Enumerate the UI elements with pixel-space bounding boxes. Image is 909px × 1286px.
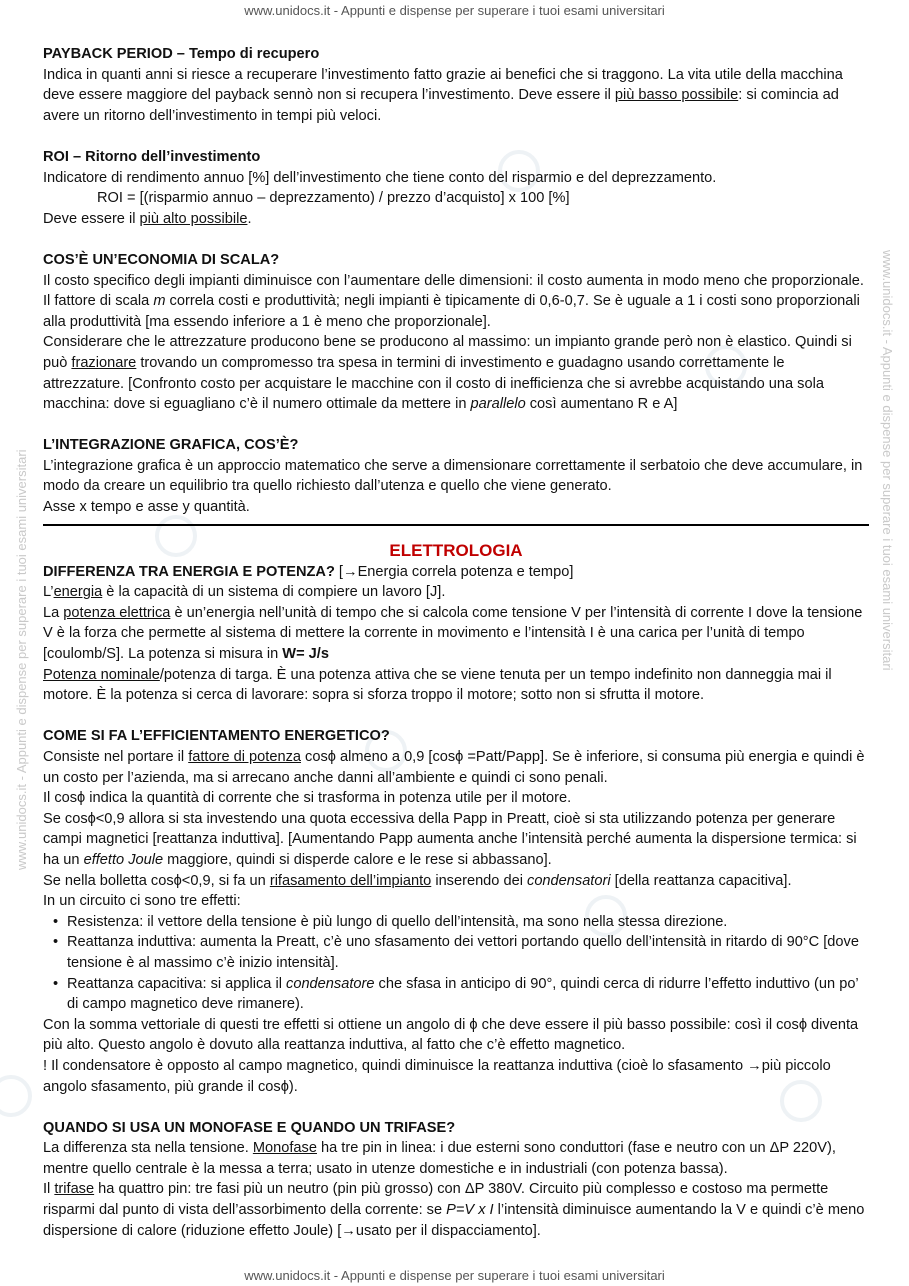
paragraph-potenza-elettrica: La potenza elettrica è un’energia nell’unità di tempo che si calcola come tensione V per l’intensità di corrente I dove la tensione V è la forza che permette al sistema di mettere la corrente in movimento e l’intensità I è una carica per l’unità di tempo [coulomb/S]. La potenza si misura in W= J/s: [43, 604, 863, 663]
paragraph-efficientamento-1: Consiste nel portare il fattore di potenza cosϕ almeno a 0,9 [cosϕ =Patt/Papp]. Se è inferiore, si consuma più energia e quindi è un costo per l’azienda, ma si arrecano anche danni all’ambiente e quindi ci sono penali.: [43, 749, 865, 786]
heading-roi: ROI – Ritorno dell’investimento: [43, 148, 261, 165]
list-item: • Reattanza induttiva: aumenta la Preatt, c’è uno sfasamento dei vettori portando quello dell’intensità in ritardo di 90°C [dove tensione è al massimo c’è inizio intensità].: [67, 932, 869, 973]
paragraph-payback: Indica in quanti anni si riesce a recuperare l’investimento fatto grazie ai benefici che si traggono. La vita utile della macchina deve essere maggiore del payback sennò non si recupera l’investimento. Deve essere il più basso possibile: si comincia ad avere un ritorno dell’investimento in tempi più veloci.: [43, 66, 843, 124]
formula-roi: ROI = [(risparmio annuo – deprezzamento) / prezzo d’acquisto] x 100 [%]: [97, 190, 570, 207]
document-page: [43, 44, 869, 1241]
heading-energia-potenza: DIFFERENZA TRA ENERGIA E POTENZA? [→Energia correla potenza e tempo]: [43, 563, 574, 580]
paragraph-efficientamento-4: Se nella bolletta cosϕ<0,9, si fa un rifasamento dell’impianto inserendo dei condensatori [della reattanza capacitiva].: [43, 872, 792, 889]
paragraph-monofase: La differenza sta nella tensione. Monofase ha tre pin in linea: i due esterni sono conduttori (fase e neutro con un ΔP 220V), mentre quello centrale è la messa a terra; usato in utenze domestiche e in industriali (con potenza bassa).: [43, 1140, 836, 1177]
paragraph-scala-2: Considerare che le attrezzature producono bene se producono al massimo: un impianto grande però non è elastico. Quindi si può frazionare trovando un compromesso tra spesa in termini di investimento e guadagno usando correttamente le attrezzature. [Confronto costo per acquistare le macchine con il costo di inefficienza che si avrebbe acquistando una sola macchina: dove si eguagliano c’è il numero ottimale da mettere in parallelo così aumentano R e A]: [43, 334, 852, 413]
list-item: • Reattanza capacitiva: si applica il condensatore che sfasa in anticipo di 90°, quindi cerca di ridurre l’effetto induttivo (un po’ di campo magnetico deve rimanere).: [67, 974, 869, 1015]
watermark-side-right: www.unidocs.it - Appunti e dispense per superare i tuoi esami universitari: [880, 250, 895, 671]
paragraph-grafica-1: L’integrazione grafica è un approccio matematico che serve a dimensionare correttamente il serbatoio che deve accumulare, in modo da creare un equilibrio tra quello richiesto dall’utenza e quello che viene generato.: [43, 457, 863, 495]
paragraph-grafica-2: Asse x tempo e asse y quantità.: [43, 499, 250, 516]
paragraph-roi: Indicatore di rendimento annuo [%] dell’investimento che tiene conto del risparmio e del deprezzamento.: [43, 169, 717, 186]
heading-payback: PAYBACK PERIOD – Tempo di recupero: [43, 46, 320, 62]
paragraph-condensatore: ! Il condensatore è opposto al campo magnetico, quindi diminuisce la reattanza induttiva (cioè lo sfasamento →più piccolo angolo sfasamento, più grande il cosϕ).: [43, 1057, 831, 1095]
paragraph-scala-1: Il costo specifico degli impianti diminuisce con l’aumentare delle dimensioni: il costo aumenta in modo meno che proporzionale. Il fattore di scala m correla costi e produttività; negli impianti è tipicamente di 0,6-0,7. Se è uguale a 1 i costi sono proporzionali alla produttività [ma essendo inferiore a 1 è meno che proporzionale].: [43, 272, 864, 330]
watermark-footer: www.unidocs.it - Appunti e dispense per superare i tuoi esami universitari: [244, 1268, 665, 1283]
list-item: • Resistenza: il vettore della tensione è più lungo di quello dell’intensità, ma sono nella stessa direzione.: [67, 912, 869, 933]
heading-efficientamento: COME SI FA L’EFFICIENTAMENTO ENERGETICO?: [43, 728, 390, 745]
paragraph-efficientamento-2: Il cosϕ indica la quantità di corrente che si trasforma in potenza utile per il motore.: [43, 790, 572, 807]
paragraph-trifase: Il trifase ha quattro pin: tre fasi più un neutro (pin più grosso) con ΔP 380V. Circuito più complesso e costoso ma permette risparmi dal punto di vista dell’assorbimento della corrente: se P=V x I l’intensità diminuisce aumentando la V e quindi c’è meno dispersione di calore (riduzione effetto Joule) [→usato per il dispacciamento].: [43, 1181, 865, 1239]
list-effetti: [43, 912, 869, 1015]
watermark-header: www.unidocs.it - Appunti e dispense per superare i tuoi esami universitari: [244, 3, 665, 18]
heading-monofase-trifase: QUANDO SI USA UN MONOFASE E QUANDO UN TRIFASE?: [43, 1119, 456, 1136]
paragraph-energia: L’energia è la capacità di un sistema di compiere un lavoro [J].: [43, 584, 446, 601]
watermark-logo-icon: [0, 1075, 32, 1117]
section-divider: [43, 524, 869, 526]
heading-economia-scala: COS’È UN’ECONOMIA DI SCALA?: [43, 251, 280, 268]
paragraph-somma-vettoriale: Con la somma vettoriale di questi tre effetti si ottiene un angolo di ϕ che deve essere il più basso possibile: così il cosϕ diventa più alto. Questo angolo è dovuto alla reattanza induttiva, al fatto che c’è effetto magnetico.: [43, 1016, 859, 1054]
paragraph-potenza-nominale: Potenza nominale/potenza di targa. È una potenza attiva che se viene tenuta per un tempo indefinito non danneggia mai il motore. È la potenza si cerca di lavorare: sopra si sforza troppo il motore; sotto non si sfrutta il motore.: [43, 666, 832, 704]
paragraph-efficientamento-3: Se cosϕ<0,9 allora si sta investendo una quota eccessiva della Papp in Preatt, cioè si sta utilizzando potenza per generare campi magnetici [reattanza induttiva]. [Aumentando Papp aumenta anche l’intensità perché aumenta la dispersione termica: si ha un effetto Joule maggiore, quindi si disperde calore e le rese si abbassano].: [43, 810, 857, 868]
heading-integrazione-grafica: L’INTEGRAZIONE GRAFICA, COS’È?: [43, 437, 299, 454]
section-title-elettrologia: ELETTROLOGIA: [389, 540, 523, 560]
watermark-side-left: www.unidocs.it - Appunti e dispense per superare i tuoi esami universitari: [14, 449, 29, 870]
paragraph-roi-note: Deve essere il più alto possibile.: [43, 210, 252, 227]
paragraph-tre-effetti: In un circuito ci sono tre effetti:: [43, 893, 241, 910]
